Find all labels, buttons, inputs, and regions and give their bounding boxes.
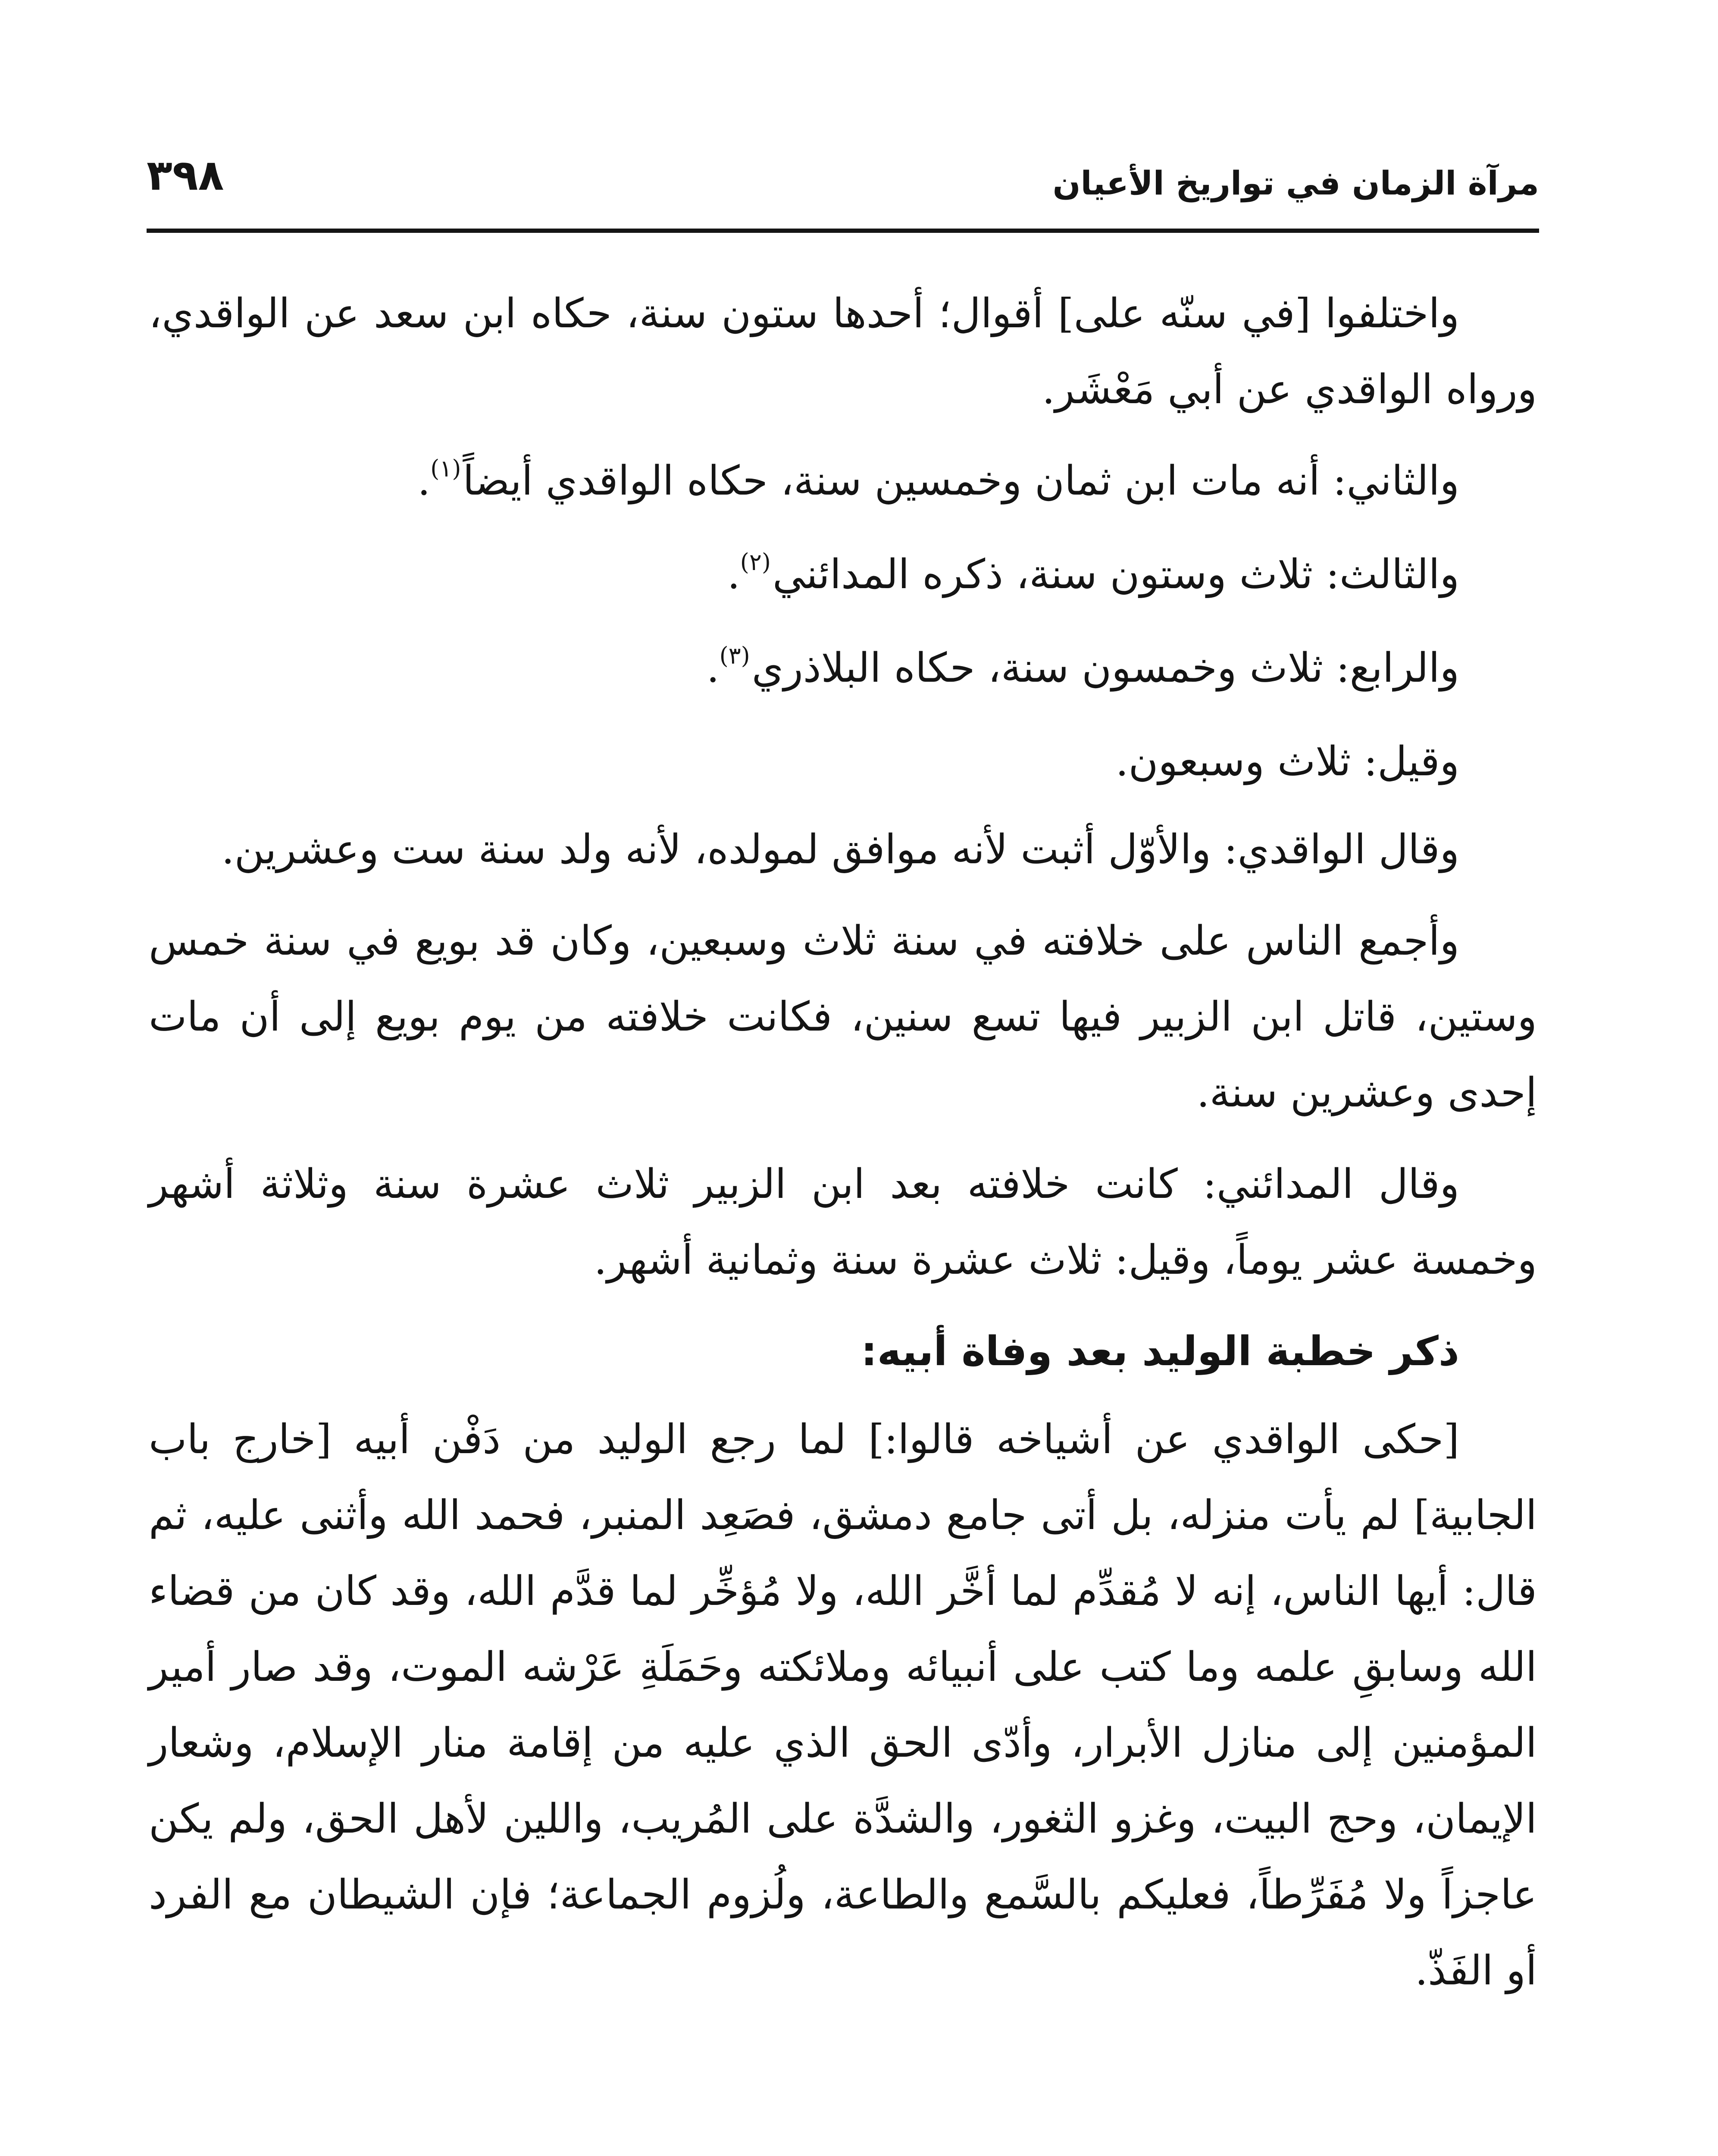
book-title: مرآة الزمان في تواريخ الأعيان — [1052, 164, 1539, 202]
paragraph-second-opinion — [149, 443, 1537, 525]
paragraph-madaini-duration: وقال المدائني: كانت خلافته بعد ابن الزبير ثلاث عشرة سنة وثلاثة أشهر وخمسة عشر يوماً، وقيل: ثلاث عشرة سنة وثمانية أشهر. — [149, 1161, 1537, 1284]
paragraph-walid-sermon: [حكى الواقدي عن أشياخه قالوا:] لما رجع الوليد من دَفْن أبيه [خارج باب الجابية] لم يأت منزله، بل أتى جامع دمشق، فصَعِد المنبر، فحمد الله وأثنى عليه، ثم قال: أيها الناس، إنه لا مُقدِّم لما أخَّر الله، ولا مُؤخِّر لما قدَّم الله، وقد كان من قضاء الله وسابقِ علمه وما كتب على أنبيائه وملائكته وحَمَلَةِ عَرْشه الموت، وقد صار أمير المؤمنين إلى منازل الأبرار، وأدّى الحق الذي عليه من إقامة منار الإسلام، وشعار الإيمان، وحج البيت، وغزو الثغور، والشدَّة على المُريب، واللين لأهل الحق، ولم يكن عاجزاً ولا مُفَرِّطاً، فعليكم بالسَّمع والطاعة، ولُزوم الجماعة؛ فإن الشيطان مع الفرد أو الفَذّ. — [149, 1416, 1537, 1994]
paragraph-age-opinions: واختلفوا [في سنّه على] أقوال؛ أحدها ستون سنة، حكاه ابن سعد عن الواقدي، ورواه الواقدي عن أبي مَعْشَر. — [149, 290, 1537, 413]
paragraph-fourth-opinion — [149, 630, 1537, 712]
paragraph-text: والثاني: أنه مات ابن ثمان وخمسين سنة، حكاه الواقدي أيضاً — [463, 458, 1459, 505]
paragraph-waqidi-preference: وقال الواقدي: والأوّل أثبت لأنه موافق لمولده، لأنه ولد سنة ست وعشرين. — [221, 826, 1459, 873]
paragraph-text: والثالث: ثلاث وستون سنة، ذكره المدائني — [772, 551, 1459, 598]
paragraph-text: والرابع: ثلاث وخمسون سنة، حكاه البلاذري — [751, 645, 1459, 692]
paragraph-end: . — [417, 458, 431, 505]
paragraph-third-opinion — [149, 537, 1537, 618]
paragraph-other-opinion: وقيل: ثلاث وسبعون. — [1115, 738, 1459, 785]
footnote-reference-3: (٣) — [719, 642, 750, 669]
section-heading: ذكر خطبة الوليد بعد وفاة أبيه: — [861, 1328, 1459, 1375]
paragraph-end: . — [727, 551, 740, 598]
main-text — [149, 276, 1537, 2024]
paragraph-caliphate-consensus: وأجمع الناس على خلافته في سنة ثلاث وسبعين، وكان قد بويع في سنة خمس وستين، قاتل ابن الزبير فيها تسع سنين، فكانت خلافته من يوم بويع إلى أن مات إحدى وعشرين سنة. — [149, 918, 1537, 1116]
page-number: ٣٩٨ — [147, 151, 224, 200]
footnote-reference-2: (٢) — [740, 548, 771, 576]
paragraph-end: . — [706, 645, 720, 692]
running-header — [147, 151, 1539, 233]
footnote-reference-1: (١) — [430, 455, 461, 482]
